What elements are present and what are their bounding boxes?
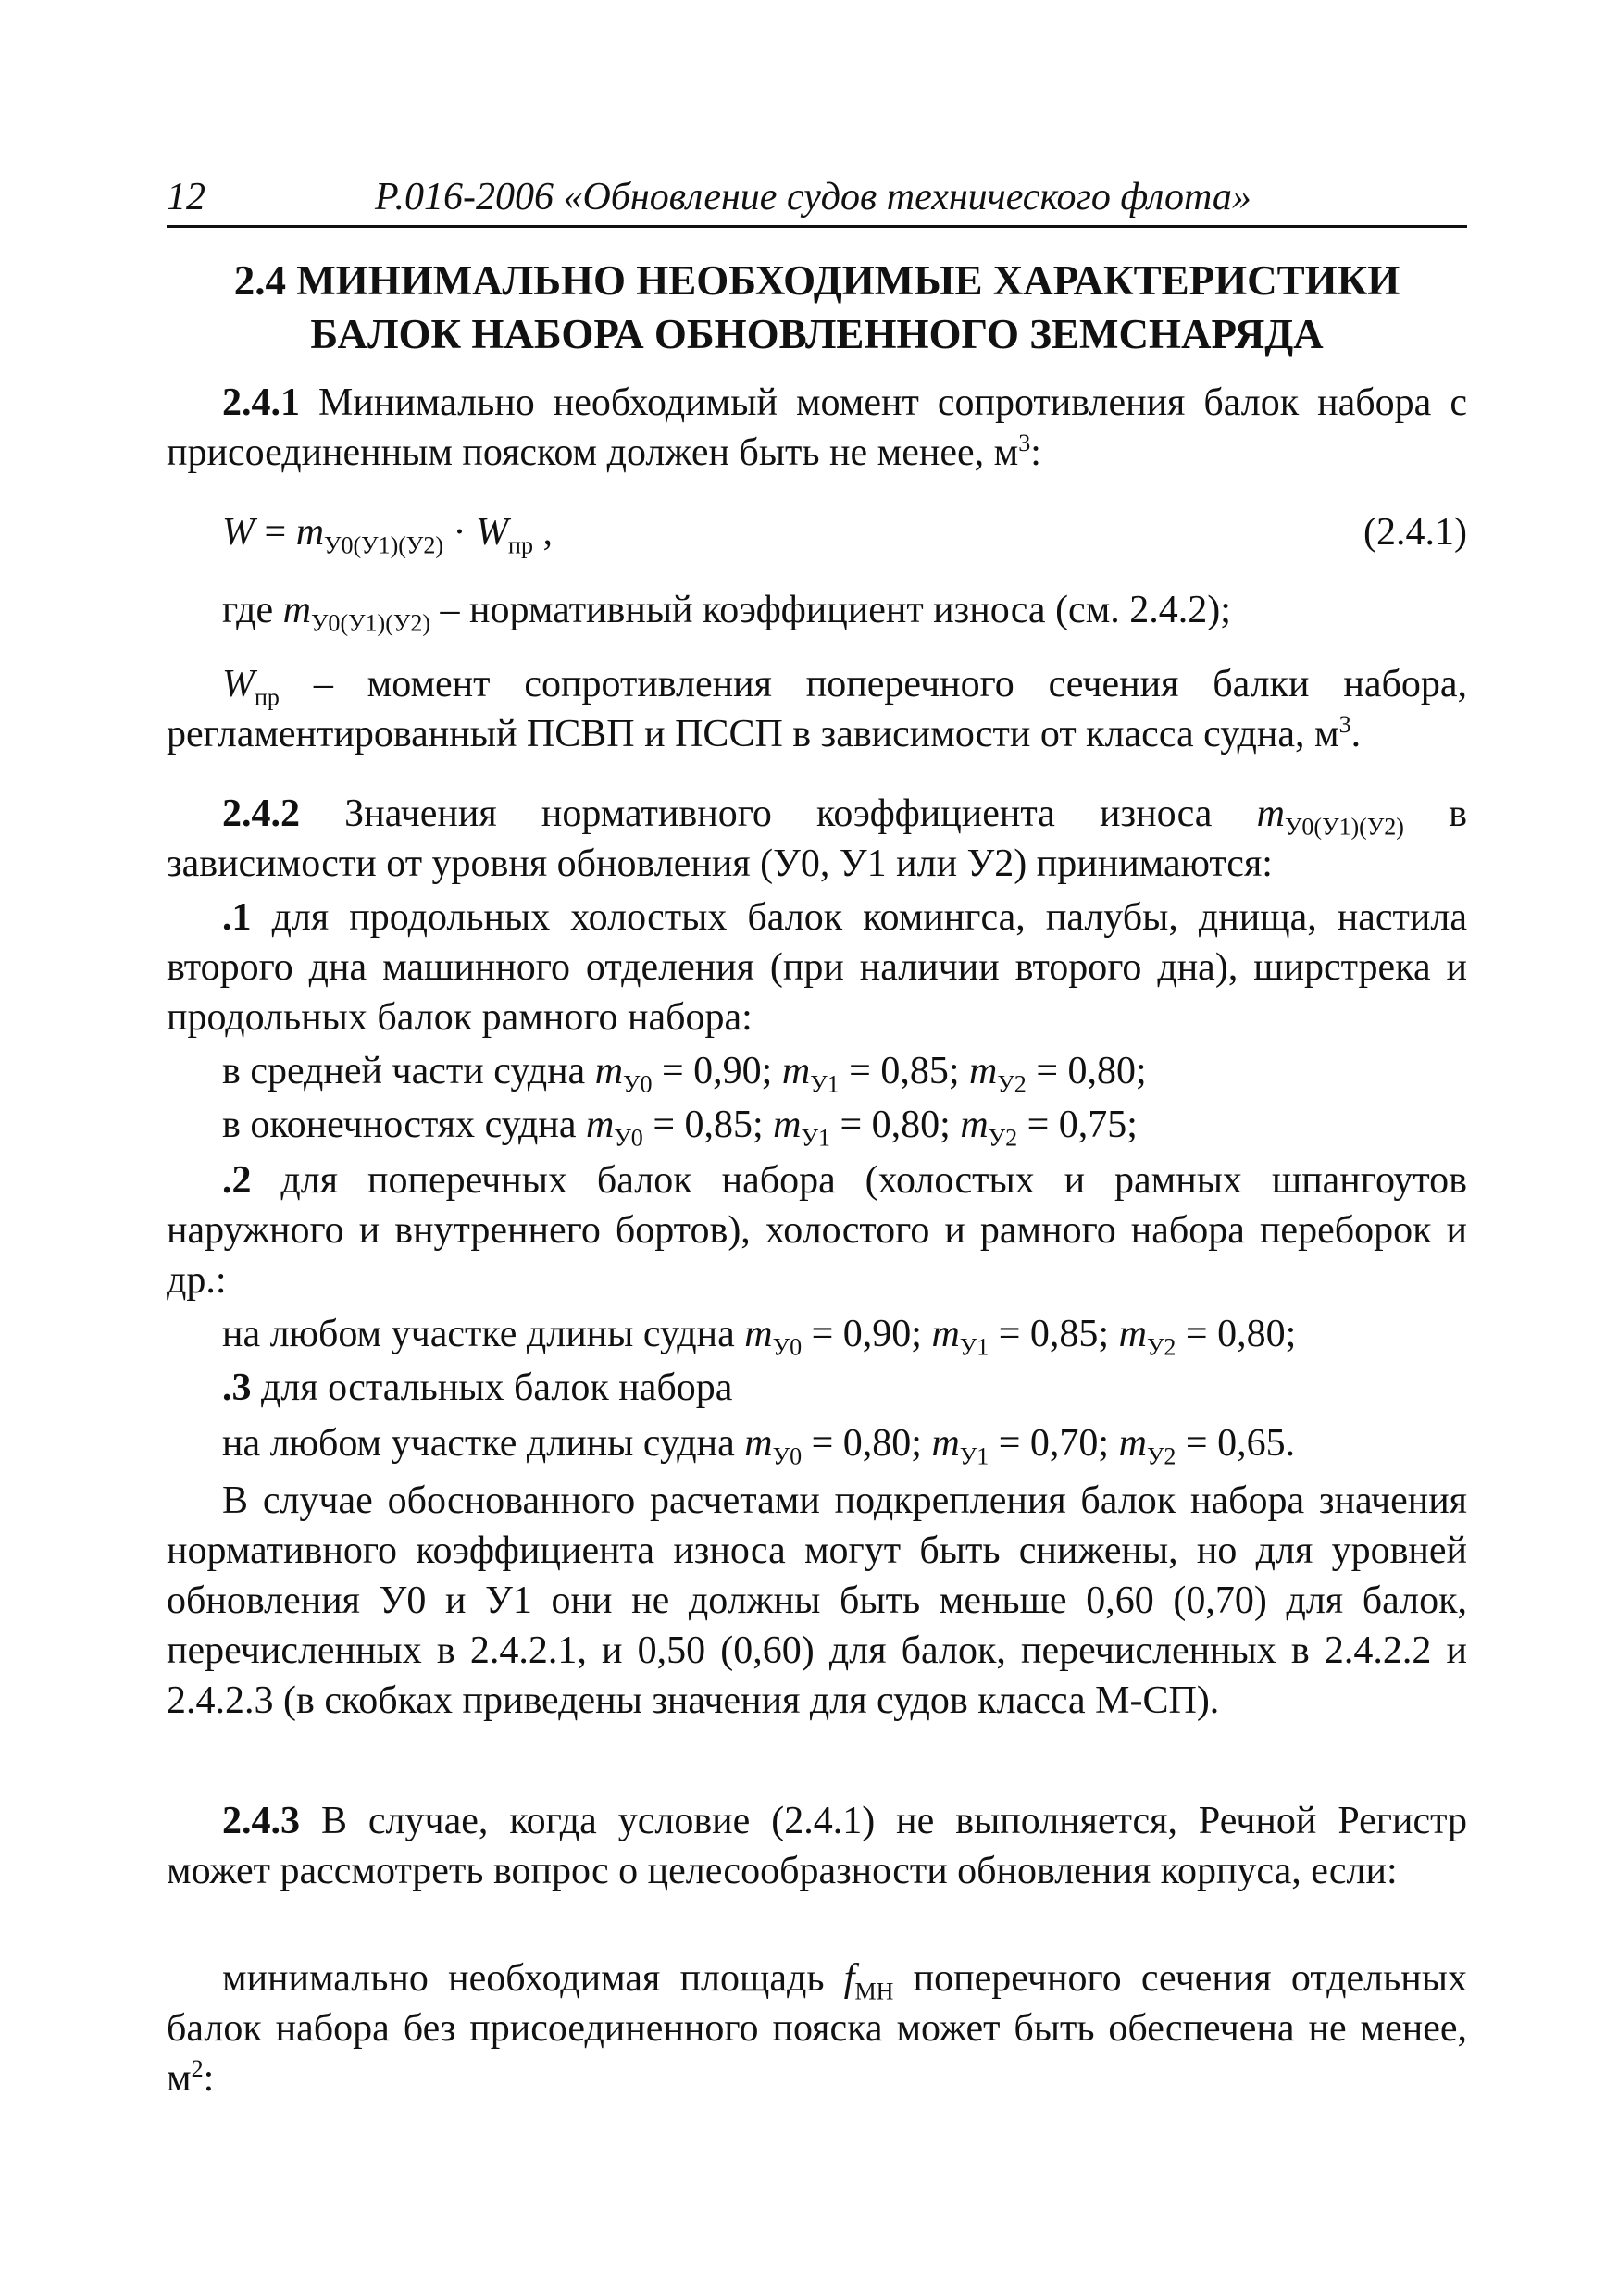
punctuation: :	[203, 2057, 215, 2100]
symbol-subscript: У1	[801, 1124, 830, 1152]
value: = 0,90;	[652, 1050, 782, 1092]
symbol-m: m	[781, 1050, 811, 1092]
value: = 0,80;	[1176, 1313, 1297, 1355]
value: = 0,80;	[802, 1422, 932, 1465]
value: = 0,85;	[989, 1313, 1119, 1355]
multiply-dot: ·	[443, 511, 477, 554]
value: = 0,90;	[802, 1313, 932, 1355]
formula	[222, 507, 553, 557]
symbol-subscript: У1	[959, 1333, 989, 1361]
symbol-m: m	[960, 1104, 989, 1146]
symbol-m: m	[586, 1104, 615, 1146]
item-2-values	[222, 1309, 1467, 1359]
clause-number: 2.4.2	[222, 792, 300, 835]
value-lead: в оконечностях судна	[222, 1104, 587, 1146]
punctuation: ,	[533, 511, 553, 554]
value: = 0,80;	[829, 1104, 961, 1146]
where-word: где	[222, 589, 283, 631]
symbol-subscript: пр	[508, 531, 533, 559]
symbol-subscript: У2	[1146, 1442, 1176, 1470]
paragraph-text: Минимально необходимый момент сопротивления балок набора с присоединенным пояском должен быть не менее, м	[167, 381, 1467, 474]
paragraph-min-area	[167, 1953, 1467, 2103]
symbol-m: m	[295, 511, 325, 554]
symbol-subscript: У1	[810, 1070, 840, 1098]
paragraph-text: Значения нормативного коэффициента износа	[300, 792, 1257, 835]
symbol-subscript: пр	[255, 683, 280, 711]
symbol-subscript: У0	[772, 1333, 803, 1361]
symbol-m: m	[1118, 1313, 1147, 1355]
punctuation: :	[1030, 431, 1041, 474]
symbol-subscript: МН	[854, 1978, 894, 2005]
item-1	[167, 892, 1467, 1042]
punctuation: .	[1350, 713, 1362, 755]
paragraph-text: в зависимости от уровня обновления (У0, У1 или У2) принимаются:	[167, 792, 1467, 885]
paragraph-text: минимально необходимая площадь	[222, 1957, 844, 2000]
item-number: .3	[222, 1366, 252, 1409]
unit-exponent: 3	[1338, 711, 1351, 738]
symbol-f: f	[843, 1957, 855, 2000]
header-rule	[167, 225, 1467, 228]
value: = 0,65.	[1176, 1422, 1296, 1465]
symbol-m: m	[282, 589, 311, 631]
item-number: .1	[222, 896, 252, 939]
paragraph-2-4-3	[167, 1796, 1467, 1896]
symbol-subscript: У1	[959, 1442, 989, 1470]
running-title: Р.016-2006 «Обновление судов технического флота»	[375, 176, 1251, 218]
symbol-subscript: У0	[623, 1070, 653, 1098]
item-2	[167, 1155, 1467, 1305]
paragraph-text: поперечного сечения отдельных балок набора без присоединенного пояска может быть обеспечена не менее, м	[167, 1957, 1467, 2100]
symbol-m: m	[969, 1050, 998, 1092]
symbol-subscript: У0	[772, 1442, 803, 1470]
paragraph-reduction	[167, 1476, 1467, 1726]
value-lead: на любом участке длины судна	[222, 1313, 745, 1355]
section-title-line-2: БАЛОК НАБОРА ОБНОВЛЕННОГО ЗЕМСНАРЯДА	[310, 311, 1324, 357]
symbol-W: W	[222, 663, 255, 705]
symbol-subscript: У0(У1)(У2)	[324, 531, 444, 559]
item-number: .2	[222, 1159, 252, 1202]
symbol-m: m	[931, 1422, 960, 1465]
item-text: для остальных балок набора	[251, 1366, 733, 1409]
item-3	[167, 1363, 1467, 1413]
symbol-m: m	[1118, 1422, 1147, 1465]
symbol-W: W	[476, 511, 509, 554]
symbol-subscript: У2	[997, 1070, 1027, 1098]
symbol-subscript: У2	[988, 1124, 1018, 1152]
section-title	[167, 254, 1467, 361]
symbol-m: m	[594, 1050, 624, 1092]
symbol-subscript: У0(У1)(У2)	[311, 609, 431, 637]
where-line-2	[167, 659, 1467, 759]
symbol-m: m	[773, 1104, 802, 1146]
symbol-m: m	[931, 1313, 960, 1355]
paragraph-text: В случае обоснованного расчетами подкрепления балок набора значения нормативного коэффициента износа могут быть снижены, но для уровней обновления У0 и У1 они не должны быть меньше 0,60 (0,70) для балок, перечисленных в 2.4.2.1, и 0,50 (0,60) для балок, перечисленных в 2.4.2.2 и 2.4.2.3 (в скобках приведены значения для судов класса М-СП).	[167, 1479, 1467, 1722]
symbol-W: W	[222, 511, 255, 554]
definition-text: – нормативный коэффициент износа (см. 2.4.2);	[430, 589, 1231, 631]
clause-number: 2.4.1	[222, 381, 300, 424]
value-lead: в средней части судна	[222, 1050, 595, 1092]
item-text: для поперечных балок набора (холостых и рамных шпангоутов наружного и внутреннего бортов), холостого и рамного набора переборок и др.:	[167, 1159, 1467, 1302]
section-title-line-1: 2.4 МИНИМАЛЬНО НЕОБХОДИМЫЕ ХАРАКТЕРИСТИКИ	[233, 257, 1400, 304]
value: = 0,80;	[1026, 1050, 1147, 1092]
paragraph-2-4-2	[167, 789, 1467, 889]
item-text: для продольных холостых балок комингса, палубы, днища, настила второго дна машинного отделения (при наличии второго дна), ширстрека и продольных балок рамного набора:	[167, 896, 1467, 1039]
clause-number: 2.4.3	[222, 1800, 300, 1842]
equation-number: (2.4.1)	[1363, 511, 1467, 554]
value: = 0,85;	[642, 1104, 774, 1146]
item-1-end-values	[222, 1100, 1467, 1150]
value: = 0,75;	[1017, 1104, 1138, 1146]
symbol-m: m	[744, 1313, 773, 1355]
symbol-subscript: У0	[614, 1124, 643, 1152]
unit-exponent: 3	[1018, 430, 1031, 456]
equals-sign: =	[255, 511, 296, 554]
item-1-middle-values	[222, 1046, 1467, 1096]
value-lead: на любом участке длины судна	[222, 1422, 745, 1465]
symbol-m: m	[744, 1422, 773, 1465]
page-number: 12	[167, 176, 205, 218]
where-line-1	[167, 585, 1467, 635]
value: = 0,70;	[989, 1422, 1119, 1465]
symbol-m: m	[1256, 792, 1285, 835]
unit-exponent: 2	[191, 2055, 204, 2082]
symbol-subscript: У2	[1146, 1333, 1176, 1361]
paragraph-text: В случае, когда условие (2.4.1) не выполняется, Речной Регистр может рассмотреть вопрос о целесообразности обновления корпуса, если:	[167, 1800, 1467, 1892]
paragraph-2-4-1	[167, 378, 1467, 478]
value: = 0,85;	[839, 1050, 970, 1092]
item-3-values	[222, 1418, 1467, 1468]
symbol-subscript: У0(У1)(У2)	[1284, 813, 1404, 841]
definition-text: – момент сопротивления поперечного сечения балки набора, регламентированный ПСВП и ПССП в зависимости от класса судна, м	[167, 663, 1467, 755]
